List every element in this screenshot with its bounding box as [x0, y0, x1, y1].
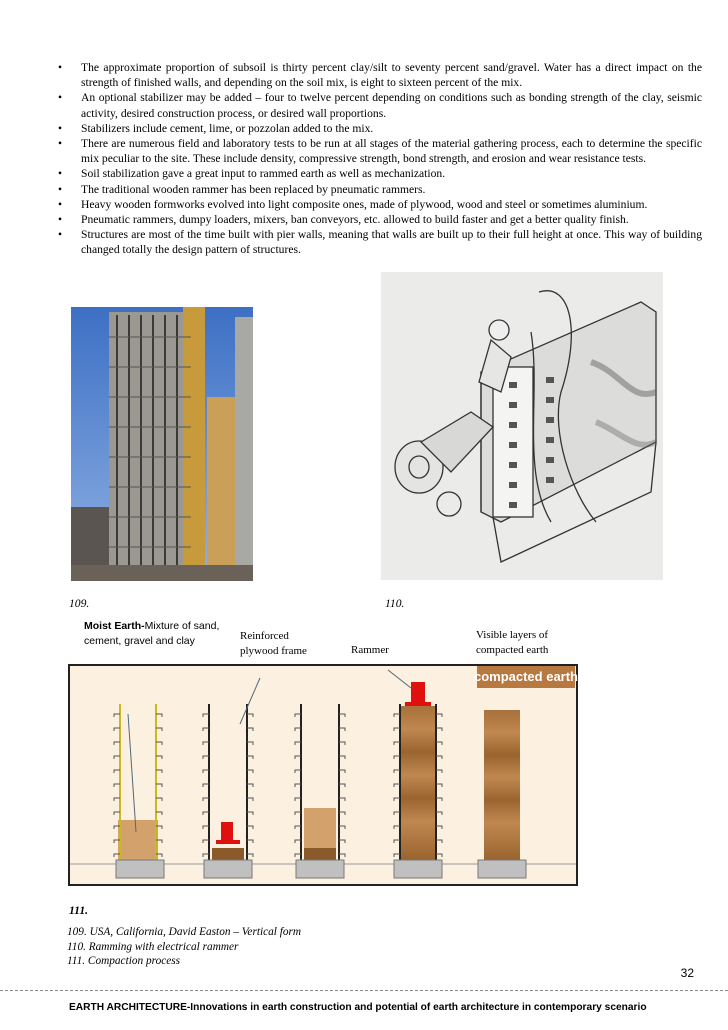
formwork-tie	[295, 770, 301, 773]
formwork-tie	[156, 784, 162, 787]
formwork-tie	[436, 826, 442, 829]
formwork-tie	[247, 854, 253, 857]
formwork-tie	[295, 840, 301, 843]
formwork-tie	[394, 798, 400, 801]
rammer-label: Rammer	[351, 644, 389, 656]
formwork-tie	[295, 784, 301, 787]
bullet-item: • Structures are most of the time built with pier walls, meaning that walls are built up to their full height at once. This way of building changed totally the design pattern of structures.	[58, 227, 702, 257]
formwork-tie	[156, 714, 162, 717]
formwork-tie	[114, 714, 120, 717]
formwork-tie	[203, 784, 209, 787]
formwork-tie	[114, 812, 120, 815]
formwork-tie	[436, 770, 442, 773]
formwork-tie	[114, 756, 120, 759]
plywood-label-line1: Reinforced	[240, 630, 289, 642]
formwork-tie	[156, 742, 162, 745]
formwork-tie	[339, 812, 345, 815]
formwork-tie	[203, 854, 209, 857]
formwork-tie	[394, 728, 400, 731]
bullet-item: • There are numerous field and laboratory tests to be run at all stages of the material gathering process, each to determine the specific mix peculiar to the site. These include density, compressive strength, bond strength, and erosion and wear resistance tests.	[58, 136, 702, 166]
bullet-item: • Soil stabilization gave a great input to rammed earth as well as mechanization.	[58, 166, 702, 181]
formwork-tie	[203, 728, 209, 731]
figure-110-number: 110.	[385, 597, 405, 610]
formwork-tie	[114, 742, 120, 745]
moist-earth-term: Moist Earth-	[84, 620, 145, 632]
figure-111-number: 111.	[69, 904, 89, 917]
layers-label-line1: Visible layers of	[476, 629, 549, 641]
formwork-tie	[114, 826, 120, 829]
formwork-tie	[114, 770, 120, 773]
formwork-tie	[203, 840, 209, 843]
formwork-tie	[247, 798, 253, 801]
formwork-tie	[295, 728, 301, 731]
moist-earth-desc: Mixture of sand,	[144, 620, 220, 632]
formwork-tie	[394, 756, 400, 759]
layers-label-line2: compacted earth	[476, 643, 549, 656]
formwork-tie	[203, 756, 209, 759]
formwork-tie	[295, 756, 301, 759]
formwork-tie	[203, 742, 209, 745]
formwork-tie	[436, 784, 442, 787]
formwork-tie	[394, 714, 400, 717]
formwork-tie	[394, 812, 400, 815]
footer-divider	[0, 990, 728, 991]
formwork-tie	[203, 714, 209, 717]
formwork-tie	[203, 798, 209, 801]
bullet-item: • An optional stabilizer may be added – four to twelve percent depending on conditions such as bonding strength of the clay, seismic activity, desired construction process, or desired wall proportions.	[58, 90, 702, 120]
bullet-item: • Pneumatic rammers, dumpy loaders, mixers, ban conveyors, etc. allowed to build faster and get a better quality finish.	[58, 212, 702, 227]
formwork-tie	[156, 756, 162, 759]
formwork-tie	[247, 742, 253, 745]
formwork-tie	[247, 812, 253, 815]
formwork-tie	[295, 826, 301, 829]
bullet-item: • The traditional wooden rammer has been replaced by pneumatic rammers.	[58, 182, 702, 197]
plywood-label-line2: plywood frame	[240, 644, 307, 657]
formwork-tie	[339, 728, 345, 731]
formwork-tie	[156, 798, 162, 801]
compacted-earth-banner: compacted earth	[473, 669, 578, 684]
bullet-item: • The approximate proportion of subsoil is thirty percent clay/silt to seventy percent sand/gravel. Water has a direct impact on the strength of finished walls, and depending on the soil mix, is eight to sixteen percent of the mix.	[58, 60, 702, 90]
formwork-tie	[203, 812, 209, 815]
formwork-tie	[436, 714, 442, 717]
formwork-tie	[247, 840, 253, 843]
formwork-tie	[436, 840, 442, 843]
formwork-tie	[394, 742, 400, 745]
formwork-tie	[156, 854, 162, 857]
formwork-tie	[394, 770, 400, 773]
formwork-tie	[114, 728, 120, 731]
ramming-sketch-photo	[381, 272, 663, 580]
bullet-item: • Stabilizers include cement, lime, or pozzolan added to the mix.	[58, 121, 702, 136]
formwork-tie	[247, 770, 253, 773]
formwork-tie	[156, 812, 162, 815]
formwork-tie	[295, 714, 301, 717]
formwork-tie	[114, 854, 120, 857]
formwork-tower-photo	[71, 307, 253, 581]
formwork-tie	[114, 798, 120, 801]
formwork-tie	[339, 770, 345, 773]
caption-109: 109. USA, California, David Easton – Vertical form	[67, 926, 302, 938]
formwork-tie	[156, 728, 162, 731]
formwork-tie	[394, 854, 400, 857]
formwork-tie	[339, 784, 345, 787]
formwork-tie	[394, 784, 400, 787]
caption-111: 111. Compaction process	[67, 955, 181, 967]
formwork-tie	[203, 770, 209, 773]
formwork-tie	[203, 826, 209, 829]
formwork-tie	[295, 742, 301, 745]
running-footer: EARTH ARCHITECTURE-Innovations in earth construction and potential of earth architecture in contemporary scenario	[69, 1002, 647, 1013]
figure-captions	[67, 925, 301, 969]
formwork-tie	[247, 714, 253, 717]
formwork-tie	[247, 826, 253, 829]
plywood-frame-label	[240, 629, 307, 658]
formwork-tie	[339, 714, 345, 717]
formwork-tie	[114, 784, 120, 787]
formwork-tie	[156, 826, 162, 829]
bullet-item: • Heavy wooden formworks evolved into light composite ones, made of plywood, wood and steel or sometimes aluminium.	[58, 197, 702, 212]
formwork-tie	[339, 742, 345, 745]
formwork-tie	[394, 840, 400, 843]
caption-110: 110. Ramming with electrical rammer	[67, 940, 239, 953]
bullet-list	[58, 60, 702, 258]
formwork-tie	[247, 756, 253, 759]
formwork-tie	[436, 742, 442, 745]
formwork-tie	[436, 798, 442, 801]
formwork-tie	[339, 798, 345, 801]
formwork-tie	[156, 840, 162, 843]
formwork-tie	[295, 798, 301, 801]
compacted-layers-label	[476, 628, 548, 657]
formwork-tie	[339, 826, 345, 829]
formwork-tie	[339, 840, 345, 843]
formwork-tie	[247, 728, 253, 731]
formwork-tie	[436, 854, 442, 857]
figure-109-number: 109.	[69, 597, 90, 610]
page-number: 32	[680, 966, 694, 980]
formwork-ties	[68, 664, 578, 886]
formwork-tie	[339, 854, 345, 857]
formwork-tie	[247, 784, 253, 787]
formwork-tie	[295, 854, 301, 857]
formwork-tie	[436, 756, 442, 759]
formwork-tie	[436, 728, 442, 731]
moist-earth-label	[84, 619, 219, 648]
formwork-tie	[339, 756, 345, 759]
formwork-tie	[114, 840, 120, 843]
moist-earth-desc-2: cement, gravel and clay	[84, 634, 195, 647]
formwork-tie	[394, 826, 400, 829]
formwork-tie	[436, 812, 442, 815]
formwork-tie	[156, 770, 162, 773]
formwork-tie	[295, 812, 301, 815]
